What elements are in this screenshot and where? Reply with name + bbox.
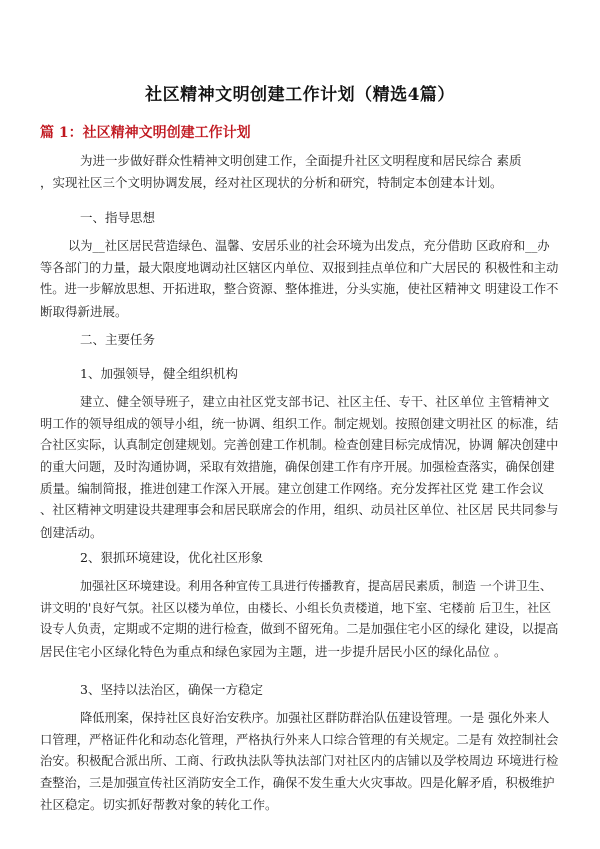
paragraph-line: 等各部门的力量，最大限度地调动社区辖区内单位、双报到挂点单位和广大居民的 积极性和主动: [40, 260, 559, 275]
paragraph-line: 居民住宅小区绿化特色为重点和绿色家园为主题，进一步提升居民小区的绿化品位 。: [40, 643, 507, 659]
paragraph-line: 创建活动。: [40, 524, 103, 540]
section-heading-guiding-ideology: 一、指导思想: [80, 210, 156, 225]
paragraph-line: 为进一步做好群众性精神文明创建工作，全面提升社区文明程度和居民综合 素质: [80, 153, 522, 168]
paragraph-line: 断取得新进展。: [40, 303, 128, 319]
intro-paragraph: [40, 150, 558, 193]
leadership-paragraph: [40, 392, 558, 543]
article-heading: 篇 1：社区精神文明创建工作计划: [40, 125, 251, 141]
guiding-ideology-paragraph: [40, 236, 558, 322]
environment-paragraph: [40, 576, 558, 662]
paragraph-line: 降低刑案，保持社区良好治安秩序。加强社区群防群治队伍建设管理。一是 强化外来人: [80, 711, 550, 725]
paragraph-line: 的重大问题，及时沟通协调，采取有效措施，确保创建工作有序开展。加强检查落实，确保创建: [40, 459, 555, 474]
paragraph-line: 合社区实际，认真制定创建规划。完善创建工作机制。检查创建目标完成情况，协调 解决创建中: [40, 438, 559, 453]
task-heading-rule-of-law: 3、坚持以法治区，确保一方稳定: [80, 682, 263, 697]
paragraph-line: 以为__社区居民营造绿色、温馨、安居乐业的社会环境为出发点，充分借助 区政府和__办: [68, 239, 550, 253]
task-heading-environment: 2、狠抓环境建设，优化社区形象: [80, 550, 263, 565]
section-heading-main-tasks: 二、主要任务: [80, 332, 156, 347]
paragraph-line: 治安。积极配合派出所、工商、行政执法队等执法部门对社区内的店铺以及学校周边 环境进行检: [40, 754, 559, 769]
paragraph-line: 设专人负责，定期或不定期的进行检查，做到不留死角。二是加强住宅小区的绿化 建设，以提高: [40, 622, 559, 637]
paragraph-line: 性。进一步解放思想、开拓进取，整合资源、整体推进，分头实施，使社区精神文 明建设工作不: [40, 282, 559, 297]
document-title: 社区精神文明创建工作计划（精选4篇）: [145, 85, 455, 105]
rule-of-law-paragraph: [40, 708, 558, 816]
paragraph-line: 明工作的领导组成的领导小组，统一协调、组织工作。制定规划。按照创建文明社区 的标准，结: [40, 416, 559, 431]
task-heading-leadership: 1、加强领导，健全组织机构: [80, 366, 238, 381]
paragraph-line: 建立、健全领导班子，建立由社区党支部书记、社区主任、专干、社区单位 主管精神文: [80, 395, 550, 409]
paragraph-line: 社区稳定。切实抓好帮教对象的转化工作。: [40, 797, 278, 813]
paragraph-line: 口管理，严格证件化和动态化管理，严格执行外来人口综合管理的有关规定。二是有 效控制社会: [40, 732, 559, 747]
paragraph-line: 讲文明的'良好气氛。社区以楼为单位，由楼长、小组长负责楼道，地下室、宅楼前 后卫生，社区: [40, 600, 552, 615]
paragraph-line: ，实现社区三个文明协调发展，经对社区现状的分析和研究，特制定本创建本计划。: [40, 174, 503, 190]
paragraph-line: 、社区精神文明建设共建理事会和居民联席会的作用，组织、动员社区单位、社区居 民共同参与: [40, 502, 559, 517]
paragraph-line: 加强社区环境建设。利用各种宣传工具进行传播教育，提高居民素质，制造 一个讲卫生、: [80, 579, 552, 593]
paragraph-line: 查整治，三是加强宣传社区消防安全工作，确保不发生重大火灾事故。四是化解矛盾，积极维护: [40, 775, 555, 790]
paragraph-line: 质量。编制简报，推进创建工作深入开展。建立创建工作网络。充分发挥社区党 建工作会议: [40, 481, 544, 497]
